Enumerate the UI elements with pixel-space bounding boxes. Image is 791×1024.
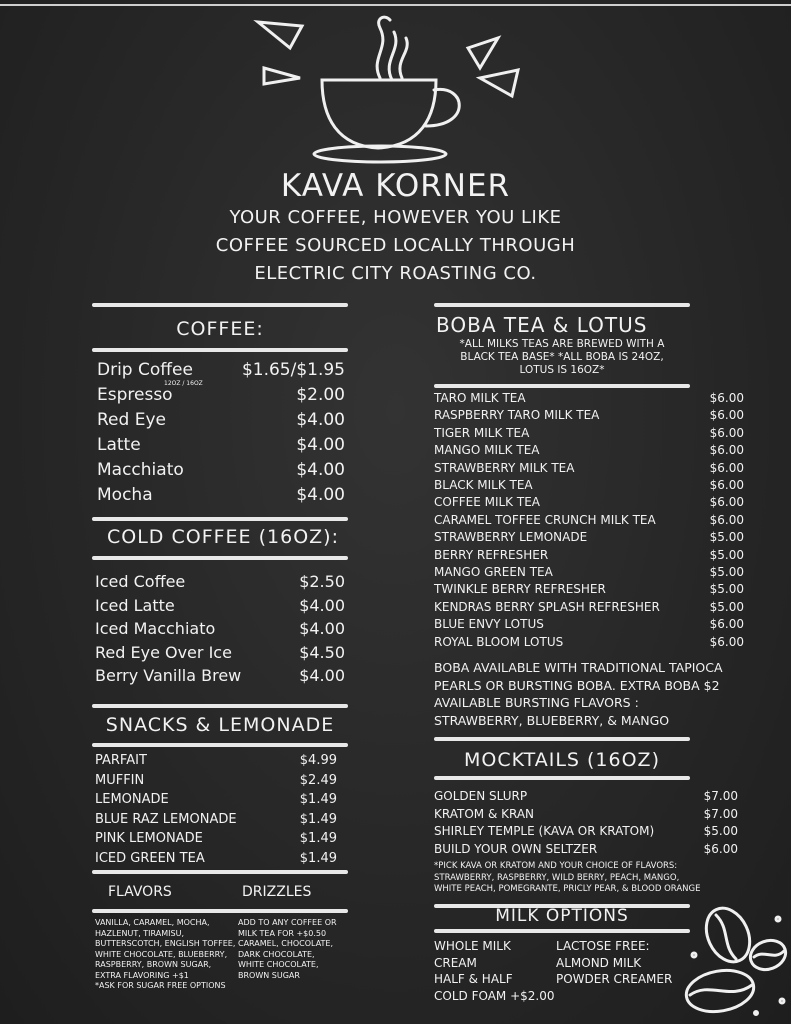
- item-price: $4.00: [299, 666, 345, 685]
- item-name: KRATOM & KRAN: [434, 806, 535, 821]
- item-price: $4.00: [296, 485, 345, 505]
- item-name: MUFFIN: [95, 772, 145, 788]
- menu-item: [95, 831, 337, 846]
- item-price: $5.00: [703, 824, 738, 838]
- milk-option: CREAM: [434, 955, 477, 970]
- item-price: $7.00: [703, 789, 738, 803]
- item-price: $2.49: [299, 772, 337, 788]
- note-line: WHITE PEACH, POMEGRANTE, PRICLY PEAR, & BLOOD ORANGE: [434, 884, 701, 894]
- item-price: $6.00: [709, 495, 744, 510]
- drizzles-list: [238, 918, 350, 981]
- item-price: $4.00: [296, 435, 345, 455]
- menu-item: [434, 635, 744, 649]
- item-price: $4.00: [296, 410, 345, 430]
- menu-item: [434, 600, 744, 614]
- item-name: BLACK MILK TEA: [434, 478, 533, 492]
- coffee-beans-icon: [680, 905, 791, 1020]
- drizzle-line: MILK TEA FOR +$0.50: [238, 928, 327, 938]
- item-price: $1.49: [299, 831, 337, 846]
- divider: [434, 737, 690, 741]
- item-price: $6.00: [709, 425, 744, 440]
- divider: [92, 517, 348, 521]
- menu-item: [95, 753, 337, 768]
- divider: [92, 743, 348, 747]
- divider: [92, 556, 348, 560]
- item-price: $6.00: [709, 443, 744, 458]
- menu-item: [434, 789, 738, 803]
- item-price: $1.49: [299, 811, 337, 827]
- item-name: COFFEE MILK TEA: [434, 495, 540, 510]
- menu-item: [434, 807, 738, 821]
- flavor-line: RASPBERRY, BROWN SUGAR,: [95, 960, 212, 969]
- item-price: $6.00: [709, 391, 744, 405]
- drizzle-line: CARAMEL, CHOCOLATE,: [238, 939, 334, 948]
- menu-item: [97, 385, 345, 405]
- note-line: LOTUS IS 16OZ*: [519, 364, 605, 376]
- divider: [92, 909, 348, 913]
- menu-item: [434, 443, 744, 457]
- item-name: SHIRLEY TEMPLE (KAVA OR KRATOM): [434, 824, 655, 838]
- menu-item: [434, 617, 744, 631]
- info-line: BOBA AVAILABLE WITH TRADITIONAL TAPIOCA: [434, 660, 723, 675]
- menu-item: [97, 435, 345, 455]
- menu-item: [97, 485, 345, 505]
- item-price: $6.00: [709, 634, 744, 649]
- menu-item: [434, 408, 744, 422]
- item-name: Mocha: [97, 485, 153, 505]
- item-name: BERRY REFRESHER: [434, 547, 549, 562]
- menu-item: [434, 426, 744, 440]
- divider: [92, 704, 348, 708]
- flavor-line: *ASK FOR SUGAR FREE OPTIONS: [95, 981, 226, 990]
- divider: [434, 303, 690, 307]
- milk-option: COLD FOAM +$2.00: [434, 988, 555, 1003]
- note-line: *ALL MILKS TEAS ARE BREWED WITH A: [459, 338, 665, 350]
- item-name: TIGER MILK TEA: [434, 425, 530, 440]
- tagline: YOUR COFFEE, HOWEVER YOU LIKE: [229, 207, 562, 228]
- milk-option: HALF & HALF: [434, 972, 513, 986]
- item-name: STRAWBERRY MILK TEA: [434, 460, 575, 475]
- milk-option: ALMOND MILK: [556, 955, 642, 970]
- source-line-2: ELECTRIC CITY ROASTING CO.: [254, 263, 537, 284]
- item-price: $6.00: [709, 460, 744, 475]
- item-price: $4.50: [299, 642, 345, 662]
- item-name: RASPBERRY TARO MILK TEA: [434, 408, 600, 423]
- milk-option: POWDER CREAMER: [556, 972, 673, 986]
- mocktails-heading: MOCKTAILS (16OZ): [464, 749, 660, 771]
- mocktails-note: [434, 861, 754, 896]
- size-note: 12OZ / 16OZ: [164, 380, 203, 387]
- item-name: Iced Coffee: [95, 572, 186, 591]
- divider: [434, 929, 690, 933]
- drizzles-heading: DRIZZLES: [242, 884, 312, 900]
- boba-note: [434, 338, 690, 377]
- coffee-heading: COFFEE:: [176, 318, 264, 340]
- item-price: $5.00: [709, 599, 744, 614]
- menu-item: [95, 643, 345, 662]
- item-name: Red Eye: [97, 410, 166, 430]
- item-price: $2.00: [296, 385, 345, 405]
- menu-item: [97, 460, 345, 480]
- item-name: Iced Latte: [95, 595, 175, 615]
- menu-item: [97, 360, 345, 380]
- item-name: CARAMEL TOFFEE CRUNCH MILK TEA: [434, 512, 656, 527]
- flavor-line: VANILLA, CARAMEL, MOCHA,: [95, 918, 210, 927]
- item-name: MANGO GREEN TEA: [434, 565, 553, 579]
- item-name: Berry Vanilla Brew: [95, 666, 242, 685]
- menu-item: [434, 824, 738, 838]
- menu-item: [95, 851, 337, 866]
- menu-item: [434, 513, 744, 527]
- item-price: $1.49: [299, 792, 337, 807]
- item-name: TWINKLE BERRY REFRESHER: [434, 582, 606, 597]
- milk-options-right: [556, 938, 672, 988]
- item-name: ROYAL BLOOM LOTUS: [434, 634, 564, 649]
- menu-item: [97, 410, 345, 430]
- item-name: BUILD YOUR OWN SELTZER: [434, 841, 598, 856]
- item-name: Latte: [97, 435, 141, 455]
- flavor-line: EXTRA FLAVORING +$1: [95, 970, 189, 980]
- item-price: $6.00: [709, 408, 744, 423]
- item-name: KENDRAS BERRY SPLASH REFRESHER: [434, 599, 660, 614]
- boba-extra-info: [434, 659, 754, 729]
- menu-item: [95, 773, 337, 788]
- item-price: $7.00: [703, 806, 738, 821]
- flavor-line: BUTTERSCOTCH, ENGLISH TOFFEE,: [95, 939, 236, 948]
- boba-heading: BOBA TEA & LOTUS: [436, 313, 648, 337]
- item-name: LEMONADE: [95, 792, 169, 807]
- drizzle-line: DARK CHOCOLATE,: [238, 949, 315, 959]
- menu-item: [95, 596, 345, 615]
- item-name: Iced Macchiato: [95, 619, 216, 638]
- note-line: BLACK TEA BASE* *ALL BOBA IS 24OZ,: [460, 351, 664, 363]
- cold-coffee-heading: COLD COFFEE (16OZ):: [107, 526, 339, 548]
- item-price: $1.65/$1.95: [241, 360, 345, 380]
- item-price: $5.00: [709, 582, 744, 597]
- item-price: $5.00: [709, 530, 744, 545]
- item-name: Macchiato: [97, 460, 184, 480]
- menu-item: [434, 391, 744, 405]
- divider: [92, 348, 348, 352]
- menu-item: [95, 792, 337, 807]
- milk-heading: MILK OPTIONS: [495, 906, 629, 926]
- menu-item: [434, 495, 744, 509]
- milk-option: LACTOSE FREE:: [556, 939, 650, 953]
- item-price: $4.99: [299, 753, 337, 768]
- item-name: STRAWBERRY LEMONADE: [434, 530, 588, 545]
- item-price: $4.00: [299, 619, 345, 638]
- drizzle-line: BROWN SUGAR: [238, 970, 300, 980]
- divider: [434, 384, 690, 388]
- top-border: [0, 4, 791, 6]
- drizzle-line: WHITE CHOCOLATE,: [238, 960, 319, 969]
- flavor-line: WHITE CHOCOLATE, BLUEBERRY,: [95, 949, 228, 959]
- info-line: STRAWBERRY, BLUEBERRY, & MANGO: [434, 712, 670, 728]
- divider: [434, 776, 690, 780]
- flavor-line: HAZLENUT, TIRAMISU,: [95, 928, 184, 938]
- divider: [92, 303, 348, 307]
- milk-options-left: [434, 938, 555, 1004]
- note-line: *PICK KAVA OR KRATOM AND YOUR CHOICE OF FLAVORS:: [434, 861, 678, 871]
- flavors-heading: FLAVORS: [108, 884, 172, 900]
- note-line: STRAWBERRY, RASPBERRY, WILD BERRY, PEACH, MANGO,: [434, 872, 680, 883]
- item-price: $5.00: [709, 565, 744, 579]
- item-name: BLUE ENVY LOTUS: [434, 617, 544, 632]
- item-price: $1.49: [299, 850, 337, 866]
- item-name: PARFAIT: [95, 753, 147, 768]
- item-name: GOLDEN SLURP: [434, 789, 528, 803]
- flavors-list: [95, 918, 237, 992]
- menu-item: [434, 842, 738, 856]
- item-name: PINK LEMONADE: [95, 831, 203, 846]
- item-price: $6.00: [703, 841, 738, 856]
- item-name: TARO MILK TEA: [434, 391, 526, 405]
- item-price: $5.00: [709, 547, 744, 562]
- item-name: BLUE RAZ LEMONADE: [95, 811, 237, 827]
- page-title: KAVA KORNER: [280, 168, 511, 204]
- coffee-cup-icon: [250, 8, 540, 168]
- menu-item: [434, 548, 744, 562]
- item-price: $6.00: [709, 512, 744, 527]
- menu-item: [434, 461, 744, 475]
- item-name: Drip Coffee: [97, 360, 193, 380]
- drizzle-line: ADD TO ANY COFFEE OR: [238, 918, 337, 927]
- item-price: $6.00: [709, 617, 744, 632]
- menu-item: [434, 478, 744, 492]
- menu-item: [434, 582, 744, 596]
- snacks-heading: SNACKS & LEMONADE: [105, 714, 335, 736]
- item-price: $2.50: [299, 572, 345, 591]
- item-name: ICED GREEN TEA: [95, 850, 205, 866]
- item-price: $4.00: [296, 460, 345, 480]
- menu-item: [434, 565, 744, 579]
- menu-item: [95, 572, 345, 591]
- item-name: Espresso: [97, 385, 173, 405]
- menu-item: [434, 530, 744, 544]
- source-line-1: COFFEE SOURCED LOCALLY THROUGH: [215, 235, 576, 256]
- item-price: $4.00: [299, 595, 345, 615]
- divider: [92, 870, 348, 874]
- info-line: AVAILABLE BURSTING FLAVORS :: [434, 695, 639, 710]
- menu-item: [95, 666, 345, 685]
- milk-option: WHOLE MILK: [434, 939, 511, 953]
- info-line: PEARLS OR BURSTING BOBA. EXTRA BOBA $2: [434, 677, 720, 693]
- menu-item: [95, 619, 345, 638]
- item-price: $6.00: [709, 478, 744, 492]
- item-name: Red Eye Over Ice: [95, 642, 232, 662]
- item-name: MANGO MILK TEA: [434, 443, 540, 458]
- menu-item: [95, 812, 337, 827]
